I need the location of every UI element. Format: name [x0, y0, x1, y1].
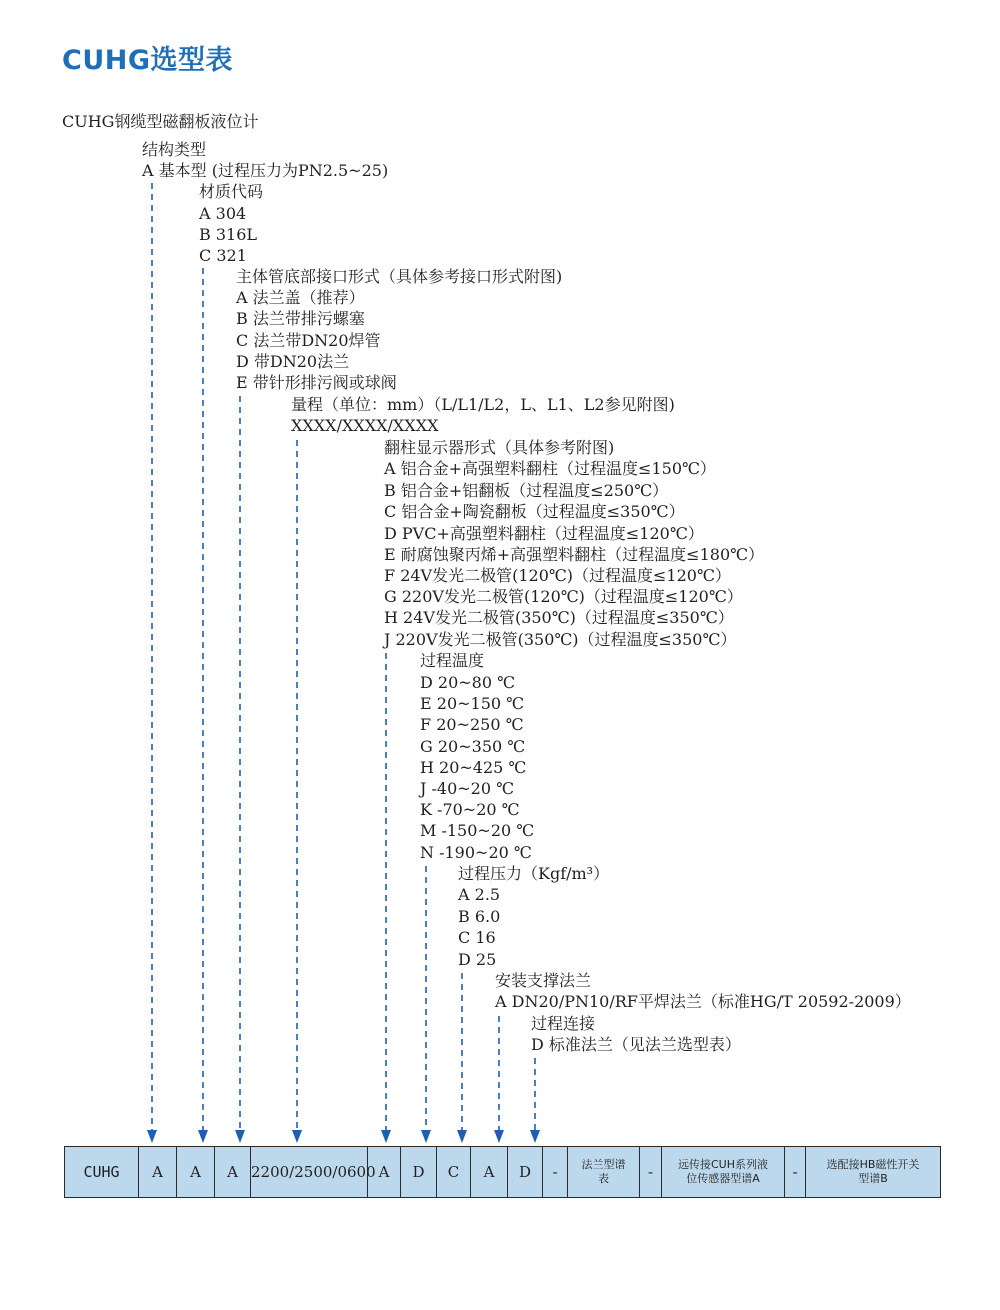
bottom-interface-option: B 法兰带排污螺塞 [236, 309, 365, 328]
arrow-down-icon [494, 1130, 504, 1143]
process-connection-option: D 标准法兰（见法兰选型表） [531, 1035, 741, 1054]
temperature-option: M -150~20 ℃ [420, 821, 535, 840]
flange-spectrum-cell: 法兰型谱表 [568, 1147, 640, 1198]
support-flange-heading: 安装支撑法兰 [495, 971, 592, 990]
remote-sensor-spectrum-cell: 远传接CUH系列液位传感器型谱A [662, 1147, 785, 1198]
pressure-option: D 25 [458, 950, 497, 969]
process-temperature-heading: 过程温度 [420, 651, 485, 670]
bottom-interface-option: C 法兰带DN20焊管 [236, 331, 381, 350]
structure-type-heading: 结构类型 [142, 140, 207, 159]
arrow-down-icon [198, 1130, 208, 1143]
arrow-down-icon [381, 1130, 391, 1143]
arrow-down-icon [457, 1130, 467, 1143]
bottom-interface-heading: 主体管底部接口形式（具体参考接口形式附图) [236, 267, 563, 286]
arrow-down-icon [292, 1130, 302, 1143]
structure-type-option: A 基本型 (过程压力为PN2.5~25) [142, 161, 389, 180]
structure-code-cell: A [139, 1147, 177, 1198]
temperature-option: E 20~150 ℃ [420, 694, 525, 713]
indicator-option: B 铝合金+铝翻板（过程温度≤250℃） [384, 481, 669, 500]
separator-cell: - [785, 1147, 806, 1198]
indicator-heading: 翻柱显示器形式（具体参考附图) [384, 438, 615, 457]
range-code-cell: 2200/2500/0600 [251, 1147, 368, 1198]
connection-code-cell: D [508, 1147, 543, 1198]
pressure-option: B 6.0 [458, 907, 501, 926]
temperature-option: D 20~80 ℃ [420, 673, 516, 692]
interface-code-cell: A [215, 1147, 251, 1198]
material-code-heading: 材质代码 [199, 182, 264, 201]
arrow-down-icon [421, 1130, 431, 1143]
indicator-option: J 220V发光二极管(350℃)（过程温度≤350℃） [384, 630, 737, 649]
process-pressure-heading: 过程压力（Kgf/m³） [458, 864, 610, 883]
model-prefix-cell: CUHG [65, 1147, 139, 1198]
range-format: XXXX/XXXX/XXXX [291, 416, 439, 435]
temperature-option: F 20~250 ℃ [420, 715, 524, 734]
process-connection-heading: 过程连接 [531, 1014, 596, 1033]
indicator-option: A 铝合金+高强塑料翻柱（过程温度≤150℃） [384, 459, 716, 478]
material-option: B 316L [199, 225, 258, 244]
arrow-down-icon [235, 1130, 245, 1143]
indicator-option: D PVC+高强塑料翻柱（过程温度≤120℃） [384, 524, 704, 543]
separator-cell: - [543, 1147, 568, 1198]
arrow-down-icon [147, 1130, 157, 1143]
material-option: C 321 [199, 246, 247, 265]
pressure-code-cell: C [437, 1147, 471, 1198]
model-code-table [64, 1146, 941, 1198]
pressure-option: A 2.5 [458, 885, 501, 904]
product-subtitle: CUHG钢缆型磁翻板液位计 [62, 112, 259, 131]
separator-cell: - [640, 1147, 662, 1198]
indicator-option: H 24V发光二极管(350℃)（过程温度≤350℃） [384, 608, 734, 627]
support-flange-option: A DN20/PN10/RF平焊法兰（标准HG/T 20592-2009） [495, 992, 911, 1011]
temperature-option: N -190~20 ℃ [420, 843, 532, 862]
material-code-cell: A [177, 1147, 215, 1198]
indicator-option: E 耐腐蚀聚丙烯+高强塑料翻柱（过程温度≤180℃） [384, 545, 765, 564]
pressure-option: C 16 [458, 928, 496, 947]
temperature-option: K -70~20 ℃ [420, 800, 520, 819]
temperature-code-cell: D [401, 1147, 437, 1198]
indicator-code-cell: A [368, 1147, 401, 1198]
bottom-interface-option: D 带DN20法兰 [236, 352, 350, 371]
table-row [65, 1147, 941, 1198]
material-option: A 304 [199, 204, 247, 223]
temperature-option: J -40~20 ℃ [420, 779, 515, 798]
magnetic-switch-spectrum-cell: 选配接HB磁性开关型谱B [806, 1147, 941, 1198]
indicator-option: F 24V发光二极管(120℃)（过程温度≤120℃） [384, 566, 731, 585]
temperature-option: G 20~350 ℃ [420, 737, 526, 756]
arrow-down-icon [530, 1130, 540, 1143]
bottom-interface-option: A 法兰盖（推荐） [236, 288, 365, 307]
temperature-option: H 20~425 ℃ [420, 758, 527, 777]
support-flange-code-cell: A [471, 1147, 508, 1198]
indicator-option: C 铝合金+陶瓷翻板（过程温度≤350℃） [384, 502, 685, 521]
range-heading: 量程（单位：mm）（L/L1/L2，L、L1、L2参见附图) [291, 395, 675, 414]
page-title: CUHG选型表 [62, 45, 233, 76]
bottom-interface-option: E 带针形排污阀或球阀 [236, 373, 397, 392]
indicator-option: G 220V发光二极管(120℃)（过程温度≤120℃） [384, 587, 743, 606]
